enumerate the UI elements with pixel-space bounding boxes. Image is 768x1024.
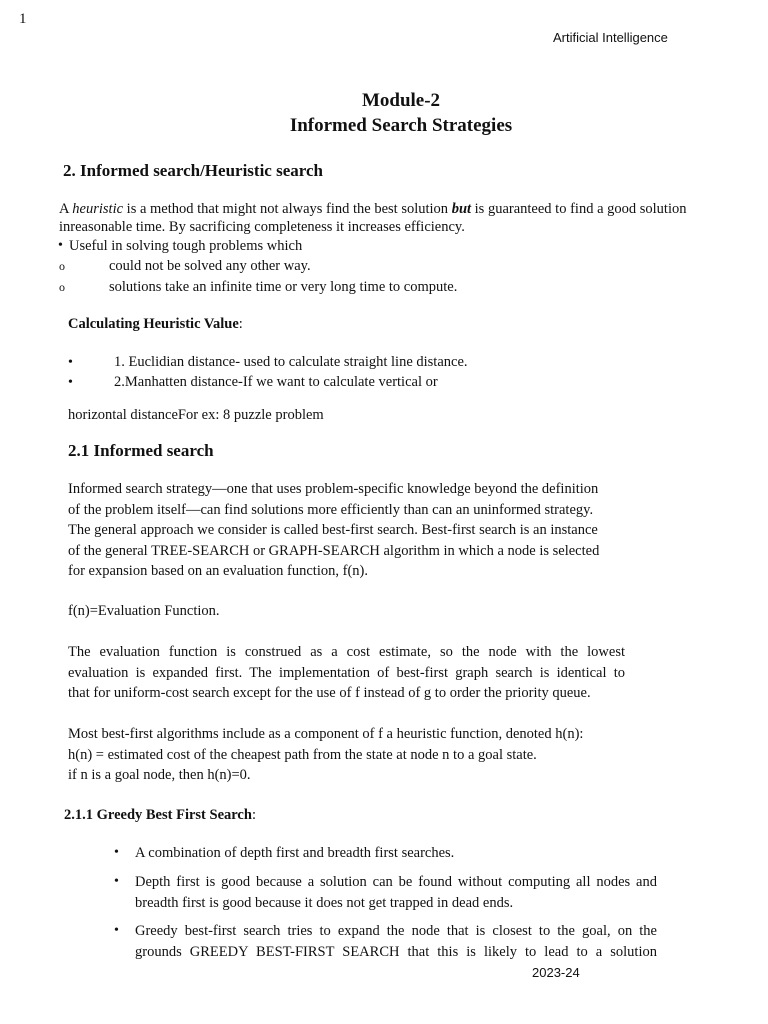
- bullet-line: breadth first is good because it does not get trapped in dead ends.: [135, 894, 514, 911]
- calc-heuristic-label: [68, 314, 243, 335]
- intro-text-b: is a method that might not always find the best solution: [123, 201, 452, 217]
- circle-bullet-marker: o: [59, 280, 65, 294]
- paragraph-line: that for uniform-cost search except for the use of f instead of g to order the priority queue.: [68, 685, 591, 701]
- section-heading-2-1-1: [64, 807, 256, 824]
- paragraph-evaluation: [68, 642, 625, 704]
- paragraph-line: if n is a goal node, then h(n)=0.: [68, 767, 251, 783]
- greedy-heading-colon: :: [251, 807, 256, 823]
- intro-text-a: A: [59, 201, 73, 217]
- page-title: Informed Search Strategies: [289, 115, 513, 136]
- intro-text-c: is guaranteed to find a good solution: [471, 201, 687, 217]
- paragraph-line: Informed search strategy—one that uses problem-specific knowledge beyond the definition: [68, 481, 599, 497]
- paragraph-informed-strategy: [68, 479, 599, 582]
- bullet-marker: •: [68, 355, 73, 370]
- paragraph-line: Most best-first algorithms include as a component of f a heuristic function, denoted h(n):: [68, 726, 584, 742]
- paragraph-heuristic-function: [68, 724, 583, 786]
- calc-label-text: Calculating Heuristic Value: [68, 316, 239, 332]
- bullet-useful: Useful in solving tough problems which: [69, 238, 303, 254]
- intro-but-term: but: [451, 201, 472, 217]
- bullet-line: grounds GREEDY BEST-FIRST SEARCH that this is likely to lead to a solution: [135, 943, 657, 960]
- greedy-bullet-3: [135, 921, 657, 962]
- paragraph-line: for expansion based on an evaluation function, f(n).: [68, 563, 368, 579]
- calc-item-euclidian: 1. Euclidian distance- used to calculate straight line distance.: [114, 354, 468, 370]
- section-heading-2-1: 2.1 Informed search: [68, 441, 214, 460]
- circle-bullet-marker: o: [59, 259, 65, 273]
- calc-item-manhattan: 2.Manhatten distance-If we want to calculate vertical or: [114, 374, 438, 390]
- bullet-marker: •: [68, 375, 73, 390]
- section-heading-2: 2. Informed search/Heuristic search: [63, 161, 323, 180]
- greedy-heading-text: 2.1.1 Greedy Best First Search: [64, 807, 252, 823]
- bullet-line: Greedy best-first search tries to expand the node that is closest to the goal, on the: [135, 923, 657, 939]
- paragraph-line: The evaluation function is construed as a cost estimate, so the node with the lowest: [68, 644, 625, 660]
- greedy-bullet-2: [135, 872, 657, 913]
- evaluation-function-def: f(n)=Evaluation Function.: [68, 603, 220, 619]
- bullet-marker: •: [58, 238, 63, 253]
- bullet-marker: •: [114, 845, 119, 860]
- intro-heuristic-term: heuristic: [72, 201, 124, 217]
- bullet-line: Depth first is good because a solution can be found without computing all nodes and: [135, 874, 657, 890]
- module-title: Module-2: [361, 90, 441, 111]
- page-number: 1: [19, 11, 27, 27]
- intro-line-2: inreasonable time. By sacrificing completeness it increases efficiency.: [59, 219, 465, 235]
- bullet-marker: •: [114, 874, 119, 889]
- bullet-marker: •: [114, 923, 119, 938]
- greedy-bullet-1: A combination of depth first and breadth first searches.: [135, 845, 455, 861]
- calc-label-colon: :: [238, 316, 243, 332]
- paragraph-line: of the general TREE-SEARCH or GRAPH-SEARCH algorithm in which a node is selected: [68, 542, 600, 559]
- calc-tail: horizontal distanceFor ex: 8 puzzle problem: [68, 407, 324, 423]
- running-header: Artificial Intelligence: [553, 30, 668, 45]
- paragraph-line: The general approach we consider is called best-first search. Best-first search is an instance: [68, 522, 598, 538]
- paragraph-line: evaluation is expanded first. The implementation of best-first graph search is identical to: [68, 664, 625, 681]
- paragraph-line: h(n) = estimated cost of the cheapest path from the state at node n to a goal state.: [68, 746, 537, 763]
- sub-bullet-2: solutions take an infinite time or very long time to compute.: [109, 279, 458, 295]
- sub-bullet-1: could not be solved any other way.: [109, 258, 311, 274]
- footer-year: 2023-24: [532, 965, 580, 980]
- paragraph-line: of the problem itself—can find solutions more efficiently than can an uninformed strategy.: [68, 501, 594, 518]
